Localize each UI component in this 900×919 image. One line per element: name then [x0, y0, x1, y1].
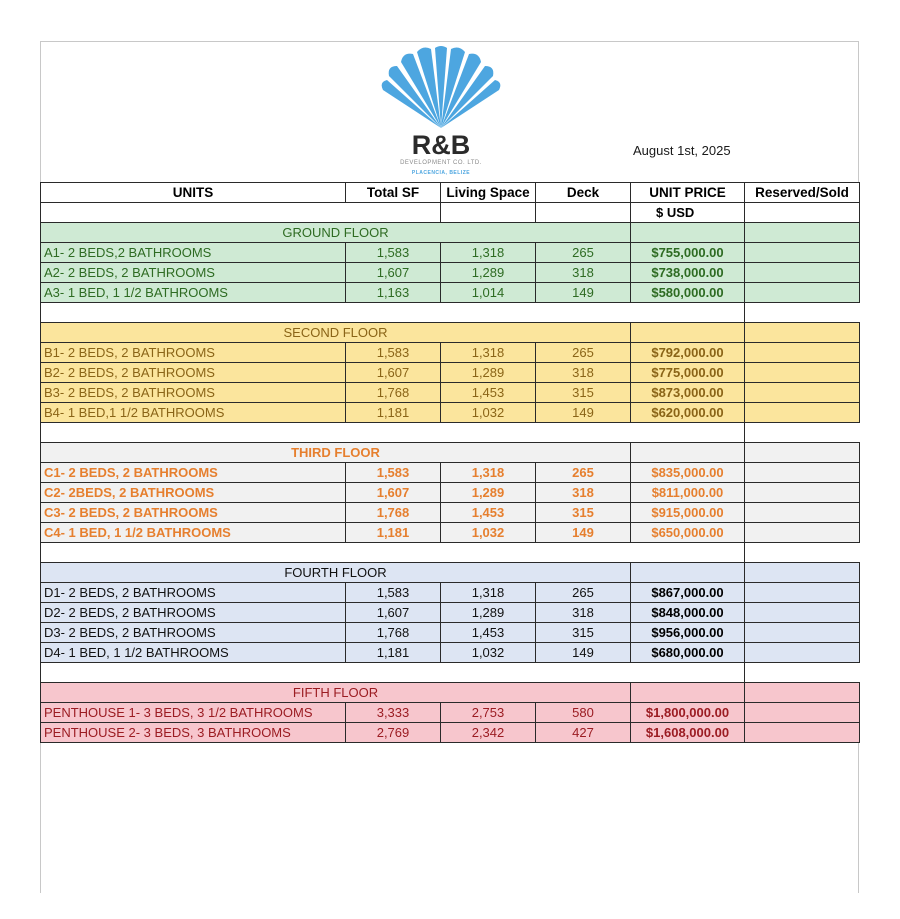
scallop-shell-icon — [375, 46, 507, 130]
unit-name: A2- 2 BEDS, 2 BATHROOMS — [41, 263, 346, 283]
unit-row — [41, 283, 860, 303]
unit-price: $811,000.00 — [631, 483, 745, 503]
floor-title-status-cell — [745, 683, 860, 703]
unit-deck: 318 — [536, 263, 631, 283]
unit-total-sf: 1,768 — [346, 503, 441, 523]
unit-name: C3- 2 BEDS, 2 BATHROOMS — [41, 503, 346, 523]
spacer-cell — [41, 663, 745, 683]
unit-living-space: 1,014 — [441, 283, 536, 303]
col-header-total-sf: Total SF — [346, 183, 441, 203]
unit-row — [41, 343, 860, 363]
unit-row — [41, 643, 860, 663]
unit-price: $867,000.00 — [631, 583, 745, 603]
unit-reserved-sold[interactable] — [745, 523, 860, 543]
unit-deck: 318 — [536, 363, 631, 383]
unit-living-space: 1,032 — [441, 403, 536, 423]
unit-total-sf: 1,607 — [346, 483, 441, 503]
floor-title-price-cell — [631, 323, 745, 343]
unit-row — [41, 583, 860, 603]
logo-location: PLACENCIA, BELIZE — [411, 170, 471, 176]
floor-title-row — [41, 683, 860, 703]
unit-deck: 265 — [536, 243, 631, 263]
unit-deck: 427 — [536, 723, 631, 743]
unit-living-space: 1,289 — [441, 483, 536, 503]
unit-living-space: 2,342 — [441, 723, 536, 743]
floor-spacer-row — [41, 543, 860, 563]
spacer-cell — [745, 663, 860, 683]
company-logo — [375, 46, 507, 180]
unit-living-space: 1,453 — [441, 623, 536, 643]
unit-reserved-sold[interactable] — [745, 583, 860, 603]
col-header-units: UNITS — [41, 183, 346, 203]
floor-spacer-row — [41, 663, 860, 683]
unit-total-sf: 1,163 — [346, 283, 441, 303]
unit-name: C1- 2 BEDS, 2 BATHROOMS — [41, 463, 346, 483]
floor-title-price-cell — [631, 563, 745, 583]
floor-title-status-cell — [745, 563, 860, 583]
unit-total-sf: 1,583 — [346, 463, 441, 483]
unit-row — [41, 503, 860, 523]
unit-living-space: 1,318 — [441, 243, 536, 263]
unit-row — [41, 603, 860, 623]
unit-price: $873,000.00 — [631, 383, 745, 403]
unit-price: $650,000.00 — [631, 523, 745, 543]
unit-deck: 149 — [536, 283, 631, 303]
unit-row — [41, 383, 860, 403]
spacer-cell — [41, 543, 745, 563]
unit-price: $848,000.00 — [631, 603, 745, 623]
unit-price: $1,608,000.00 — [631, 723, 745, 743]
floor-title: GROUND FLOOR — [41, 223, 631, 243]
sheet-date: August 1st, 2025 — [633, 143, 731, 158]
currency-label: $ USD — [631, 203, 745, 223]
unit-living-space: 1,453 — [441, 383, 536, 403]
unit-name: D1- 2 BEDS, 2 BATHROOMS — [41, 583, 346, 603]
floor-title-status-cell — [745, 323, 860, 343]
unit-name: A1- 2 BEDS,2 BATHROOMS — [41, 243, 346, 263]
unit-total-sf: 2,769 — [346, 723, 441, 743]
unit-price: $775,000.00 — [631, 363, 745, 383]
floor-title-row — [41, 223, 860, 243]
unit-living-space: 1,032 — [441, 643, 536, 663]
unit-name: D3- 2 BEDS, 2 BATHROOMS — [41, 623, 346, 643]
col-header-living-space: Living Space — [441, 183, 536, 203]
unit-deck: 315 — [536, 503, 631, 523]
pricing-table — [40, 182, 860, 743]
floor-title: FIFTH FLOOR — [41, 683, 631, 703]
currency-row — [41, 203, 860, 223]
unit-total-sf: 1,181 — [346, 643, 441, 663]
unit-reserved-sold[interactable] — [745, 403, 860, 423]
unit-living-space: 2,753 — [441, 703, 536, 723]
unit-total-sf: 1,607 — [346, 263, 441, 283]
unit-living-space: 1,032 — [441, 523, 536, 543]
currency-row-blank — [745, 203, 860, 223]
unit-living-space: 1,289 — [441, 263, 536, 283]
spacer-cell — [745, 303, 860, 323]
unit-reserved-sold[interactable] — [745, 483, 860, 503]
unit-deck: 149 — [536, 523, 631, 543]
unit-row — [41, 523, 860, 543]
unit-total-sf: 1,607 — [346, 603, 441, 623]
floor-title-status-cell — [745, 223, 860, 243]
unit-row — [41, 483, 860, 503]
floor-title-price-cell — [631, 443, 745, 463]
unit-total-sf: 1,583 — [346, 343, 441, 363]
floor-title-price-cell — [631, 223, 745, 243]
unit-reserved-sold[interactable] — [745, 283, 860, 303]
column-header-row — [41, 183, 860, 203]
unit-name: C2- 2BEDS, 2 BATHROOMS — [41, 483, 346, 503]
unit-row — [41, 263, 860, 283]
unit-living-space: 1,289 — [441, 603, 536, 623]
unit-row — [41, 463, 860, 483]
unit-deck: 580 — [536, 703, 631, 723]
unit-name: PENTHOUSE 2- 3 BEDS, 3 BATHROOMS — [41, 723, 346, 743]
unit-total-sf: 1,181 — [346, 403, 441, 423]
unit-name: A3- 1 BED, 1 1/2 BATHROOMS — [41, 283, 346, 303]
currency-row-blank — [41, 203, 441, 223]
unit-living-space: 1,318 — [441, 583, 536, 603]
unit-row — [41, 243, 860, 263]
unit-price: $580,000.00 — [631, 283, 745, 303]
unit-row — [41, 363, 860, 383]
floor-title-row — [41, 563, 860, 583]
unit-name: D2- 2 BEDS, 2 BATHROOMS — [41, 603, 346, 623]
unit-price: $915,000.00 — [631, 503, 745, 523]
floor-spacer-row — [41, 303, 860, 323]
currency-row-blank — [441, 203, 536, 223]
unit-reserved-sold[interactable] — [745, 243, 860, 263]
floor-spacer-row — [41, 423, 860, 443]
floor-title: SECOND FLOOR — [41, 323, 631, 343]
floor-title-row — [41, 443, 860, 463]
unit-reserved-sold[interactable] — [745, 723, 860, 743]
unit-deck: 315 — [536, 623, 631, 643]
unit-reserved-sold[interactable] — [745, 363, 860, 383]
unit-price: $680,000.00 — [631, 643, 745, 663]
unit-deck: 318 — [536, 603, 631, 623]
unit-total-sf: 1,181 — [346, 523, 441, 543]
unit-deck: 149 — [536, 643, 631, 663]
unit-total-sf: 1,583 — [346, 583, 441, 603]
unit-price: $956,000.00 — [631, 623, 745, 643]
unit-price: $792,000.00 — [631, 343, 745, 363]
unit-price: $755,000.00 — [631, 243, 745, 263]
unit-row — [41, 403, 860, 423]
unit-reserved-sold[interactable] — [745, 503, 860, 523]
unit-deck: 318 — [536, 483, 631, 503]
col-header-reserved-sold: Reserved/Sold — [745, 183, 860, 203]
unit-reserved-sold[interactable] — [745, 263, 860, 283]
unit-deck: 265 — [536, 583, 631, 603]
unit-living-space: 1,318 — [441, 343, 536, 363]
floor-title: FOURTH FLOOR — [41, 563, 631, 583]
floor-title-price-cell — [631, 683, 745, 703]
unit-name: C4- 1 BED, 1 1/2 BATHROOMS — [41, 523, 346, 543]
floor-title: THIRD FLOOR — [41, 443, 631, 463]
unit-price: $620,000.00 — [631, 403, 745, 423]
unit-reserved-sold[interactable] — [745, 603, 860, 623]
spacer-cell — [41, 423, 745, 443]
spacer-cell — [745, 423, 860, 443]
logo-name: R&B — [411, 130, 471, 160]
floor-title-status-cell — [745, 443, 860, 463]
currency-row-blank — [536, 203, 631, 223]
floor-title-row — [41, 323, 860, 343]
spacer-cell — [41, 303, 745, 323]
unit-reserved-sold[interactable] — [745, 343, 860, 363]
unit-name: B1- 2 BEDS, 2 BATHROOMS — [41, 343, 346, 363]
col-header-deck: Deck — [536, 183, 631, 203]
unit-reserved-sold[interactable] — [745, 643, 860, 663]
unit-total-sf: 3,333 — [346, 703, 441, 723]
logo-subtitle: DEVELOPMENT CO. LTD. — [400, 160, 482, 166]
unit-price: $738,000.00 — [631, 263, 745, 283]
unit-name: B3- 2 BEDS, 2 BATHROOMS — [41, 383, 346, 403]
unit-deck: 265 — [536, 343, 631, 363]
unit-price: $835,000.00 — [631, 463, 745, 483]
unit-total-sf: 1,583 — [346, 243, 441, 263]
unit-name: D4- 1 BED, 1 1/2 BATHROOMS — [41, 643, 346, 663]
unit-price: $1,800,000.00 — [631, 703, 745, 723]
col-header-unit-price: UNIT PRICE — [631, 183, 745, 203]
unit-deck: 265 — [536, 463, 631, 483]
spacer-cell — [745, 543, 860, 563]
unit-living-space: 1,318 — [441, 463, 536, 483]
unit-reserved-sold[interactable] — [745, 703, 860, 723]
unit-name: B2- 2 BEDS, 2 BATHROOMS — [41, 363, 346, 383]
unit-name: B4- 1 BED,1 1/2 BATHROOMS — [41, 403, 346, 423]
unit-row — [41, 623, 860, 643]
unit-total-sf: 1,768 — [346, 383, 441, 403]
unit-total-sf: 1,768 — [346, 623, 441, 643]
unit-row — [41, 723, 860, 743]
unit-reserved-sold[interactable] — [745, 383, 860, 403]
unit-total-sf: 1,607 — [346, 363, 441, 383]
unit-reserved-sold[interactable] — [745, 623, 860, 643]
sheet-header — [41, 42, 858, 182]
unit-name: PENTHOUSE 1- 3 BEDS, 3 1/2 BATHROOMS — [41, 703, 346, 723]
unit-living-space: 1,453 — [441, 503, 536, 523]
unit-deck: 315 — [536, 383, 631, 403]
unit-row — [41, 703, 860, 723]
unit-reserved-sold[interactable] — [745, 463, 860, 483]
unit-deck: 149 — [536, 403, 631, 423]
unit-living-space: 1,289 — [441, 363, 536, 383]
